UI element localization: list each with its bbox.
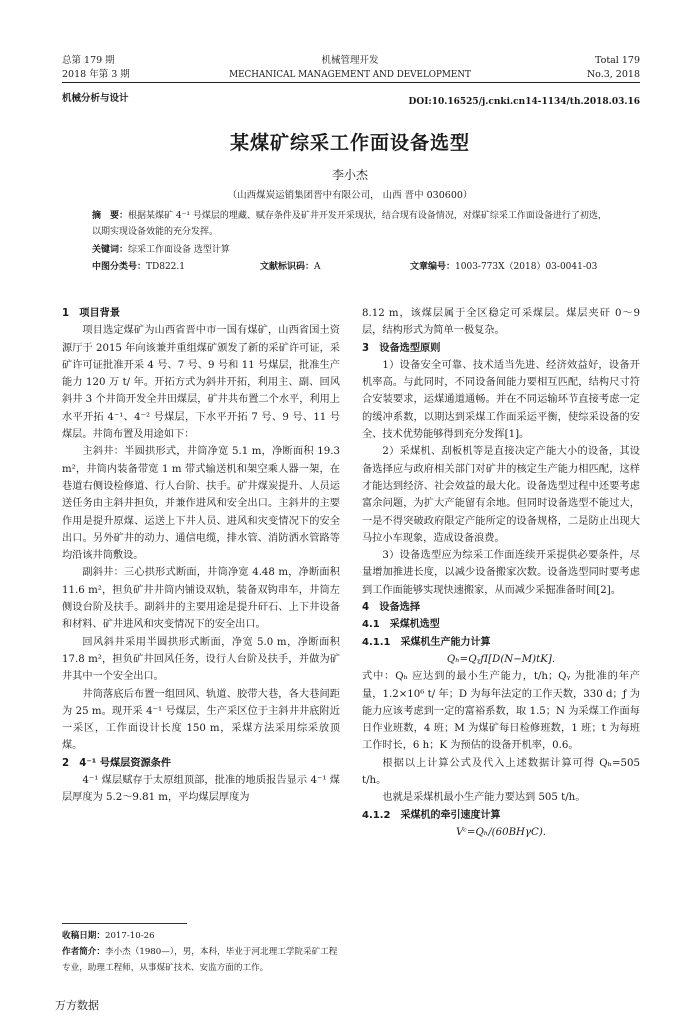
- footnote: [62, 923, 340, 976]
- subsection-heading-4-1: 4.1 采煤机选型: [362, 619, 440, 631]
- abstract-text: 根据某煤矿 4⁻¹ 号煤层的埋藏、赋存条件及矿井开发开采现状，结合现有设备情况，对煤矿综采工作面设备进行了初选，以期实现设备效能的充分发挥。: [92, 211, 607, 237]
- author-bio-text: 李小杰（1980—），男，本科，毕业于河北理工学院采矿工程专业，助理工程师，从事煤矿技术、安监方面的工作。: [62, 947, 338, 973]
- subsection-heading-4-1-2: 4.1.2 采煤机的牵引速度计算: [362, 809, 501, 821]
- journal-cn: 机械管理开发: [321, 55, 379, 66]
- received-value: 2017-10-26: [104, 931, 155, 941]
- paragraph: 8.12 m，该煤层属于全区稳定可采煤层。煤层夹矸 0～9 层，结构形式为简单一极复杂。: [362, 308, 640, 337]
- watermark: 万方数据: [55, 999, 99, 1012]
- subsection-heading-4-1-1: 4.1.1 采煤机生产能力计算: [362, 636, 491, 648]
- doc-code-value: A: [314, 262, 321, 272]
- keywords: [92, 242, 230, 258]
- header-rule: [62, 82, 640, 83]
- affiliation: （山西煤炭运销集团晋中有限公司， 山西 晋中 030600）: [227, 190, 473, 201]
- paragraph: 主斜井：半圆拱形式，井筒净宽 5.1 m，净断面积 19.3 m²，井筒内装备带宽 1 m 带式输送机和架空乘人器一架，在巷道右侧设检修道、行人台阶、扶手。矿井煤炭提升、人员运送任务由主斜井担负，并兼作进风和安全出口。主斜井的主要作用是提升原煤、运送上下井人员、进风和灾变情况下的安全出口。另外矿井的动力、通信电缆，排水管、消防洒水管路等均沿该井筒敷设。: [62, 446, 340, 562]
- paragraph: 1）设备安全可靠、技术适当先进、经济效益好，设备开机率高。与此同时，不同设备间能力要相互匹配，结构尺寸符合安装要求，运煤通道通畅。并在不同运输环节直接考虑一定的缓冲系数，以期达到采煤工作面采运平衡，使综采设备的安全、技术优势能够得到充分发挥[1]。: [362, 359, 640, 441]
- doc-code-label: 文献标识码：: [260, 262, 315, 272]
- section-heading-3: 3 设备选型原则: [362, 342, 441, 354]
- doc-code: [260, 259, 321, 275]
- article-no-value: 1003-773X（2018）03-0041-03: [455, 262, 598, 272]
- section-label: 机械分析与设计: [62, 93, 129, 104]
- paragraph: 2）采煤机、刮板机等是直接决定产能大小的设备，其设备选择应与政府相关部门对矿井的核定生产能力相匹配，这样才能达到经济、社会效益的最大化。设备选型过程中还要考虑富余问题，为扩大产能留有余地。但同时设备选型不能过大，一是不得突破政府限定产能所定的设备规格，二是防止出现大马拉小车现象，造成设备浪费。: [362, 446, 640, 544]
- paragraph: 式中：Qₕ 应达到的最小生产能力，t/h；Qᵧ 为批准的年产量，1.2×10⁶ t/ 年；D 为每年法定的工作天数，330 d；ƒ 为能力应该考虑到一定的富裕系数，取 1.5；N 为采煤工作面每日作业班数，4 班；M 为煤矿每日检修班数，1 班；t 为每班工作时长，6 h；K 为预估的设备开机率，0.6。: [362, 671, 640, 752]
- journal-en: MECHANICAL MANAGEMENT AND DEVELOPMENT: [229, 70, 471, 80]
- received-label: 收稿日期：: [62, 931, 105, 941]
- abstract: [92, 208, 612, 240]
- paragraph: 项目选定煤矿为山西省晋中市一国有煤矿，山西省国土资源厅于 2015 年向该兼并重组煤矿颁发了新的采矿许可证，采矿许可证批准开采 4 号、7 号、9 号和 11 号煤层，批准生产能力 120 万 t/ 年。开拓方式为斜井开拓，利用主、副、回风斜井 3 个井筒开发全井田煤层，矿井共布置二个水平，利用上水平开拓 4⁻¹、4⁻² 号煤层，下水平开拓 7 号、9 号、11 号煤层。井筒布置及用途如下：: [62, 325, 340, 441]
- received-date: [62, 928, 340, 944]
- right-column: [362, 305, 640, 841]
- left-column: [62, 305, 340, 807]
- equation-1: Qₕ=QᵧƒI[D(N−M)tK].: [446, 653, 556, 665]
- clc-label: 中图分类号：: [92, 262, 147, 272]
- paragraph: 副斜井：三心拱形式断面，井筒净宽 4.48 m，净断面积 11.6 m²，担负矿井井筒内铺设双轨，装备双钩串车，井筒左侧设台阶及扶手。副斜井的主要用途是提升矸石、上下井设备和材料、矿井进风和灾变情况下的安全出口。: [62, 567, 340, 631]
- issue-year: 2018 年第 3 期: [62, 69, 130, 80]
- paragraph: 回风斜井采用半圆拱形式断面，净宽 5.0 m，净断面积 17.8 m²，担负矿井回风任务，设行人台阶及扶手，并做为矿井其中一个安全出口。: [62, 636, 340, 683]
- paragraph: 4⁻¹ 煤层赋存于太原组顶部，批准的地质报告显示 4⁻¹ 煤层厚度为 5.2～9.81 m，平均煤层厚度为: [62, 775, 340, 804]
- paragraph: 也就是采煤机最小生产能力要达到 505 t/h。: [382, 792, 586, 804]
- paragraph: 根据以上计算公式及代入上述数据计算可得 Qₕ=505 t/h。: [362, 757, 640, 787]
- clc-number: [92, 259, 185, 275]
- issue-total: 总第 179 期: [62, 55, 115, 66]
- paragraph: 井筒落底后布置一组回风、轨道、胶带大巷，各大巷间距为 25 m。现开采 4⁻¹ 号煤层，生产采区位于主斜井井底附近一采区，工作面设计长度 150 m，采煤方法采用综采放顶煤。: [62, 688, 340, 752]
- article-number: [410, 259, 597, 275]
- author-name: 李小杰: [331, 168, 368, 182]
- keywords-text: 综采工作面设备 选型计算: [128, 245, 230, 255]
- paper-title: 某煤矿综采工作面设备选型: [229, 132, 470, 154]
- section-heading-2: 2 4⁻¹ 号煤层资源条件: [62, 757, 172, 769]
- author-bio: [62, 944, 340, 976]
- section-heading-1: 1 项目背景: [62, 308, 121, 319]
- author-bio-label: 作者简介：: [62, 947, 105, 957]
- doi: DOI:10.16525/j.cnki.cn14-1134/th.2018.03.16: [408, 97, 640, 107]
- clc-value: TD822.1: [146, 262, 185, 272]
- footnote-rule: [62, 923, 187, 924]
- issue-number: No.3, 2018: [586, 69, 640, 80]
- section-heading-4: 4 设备选择: [362, 602, 421, 614]
- article-no-label: 文章编号：: [410, 262, 456, 272]
- keywords-label: 关键词：: [92, 245, 129, 255]
- abstract-label: 摘 要：: [92, 211, 129, 221]
- total-number: Total 179: [595, 55, 640, 66]
- equation-2: Vᶜ=Qₕ/(60BHγC).: [455, 826, 547, 838]
- paragraph: 3）设备选型应为综采工作面连续开采提供必要条件，尽量增加推进长度，以减少设备搬家次数。设备选型同时要考虑到工作面能够实现快速搬家，从而减少采掘准备时间[2]。: [362, 550, 640, 596]
